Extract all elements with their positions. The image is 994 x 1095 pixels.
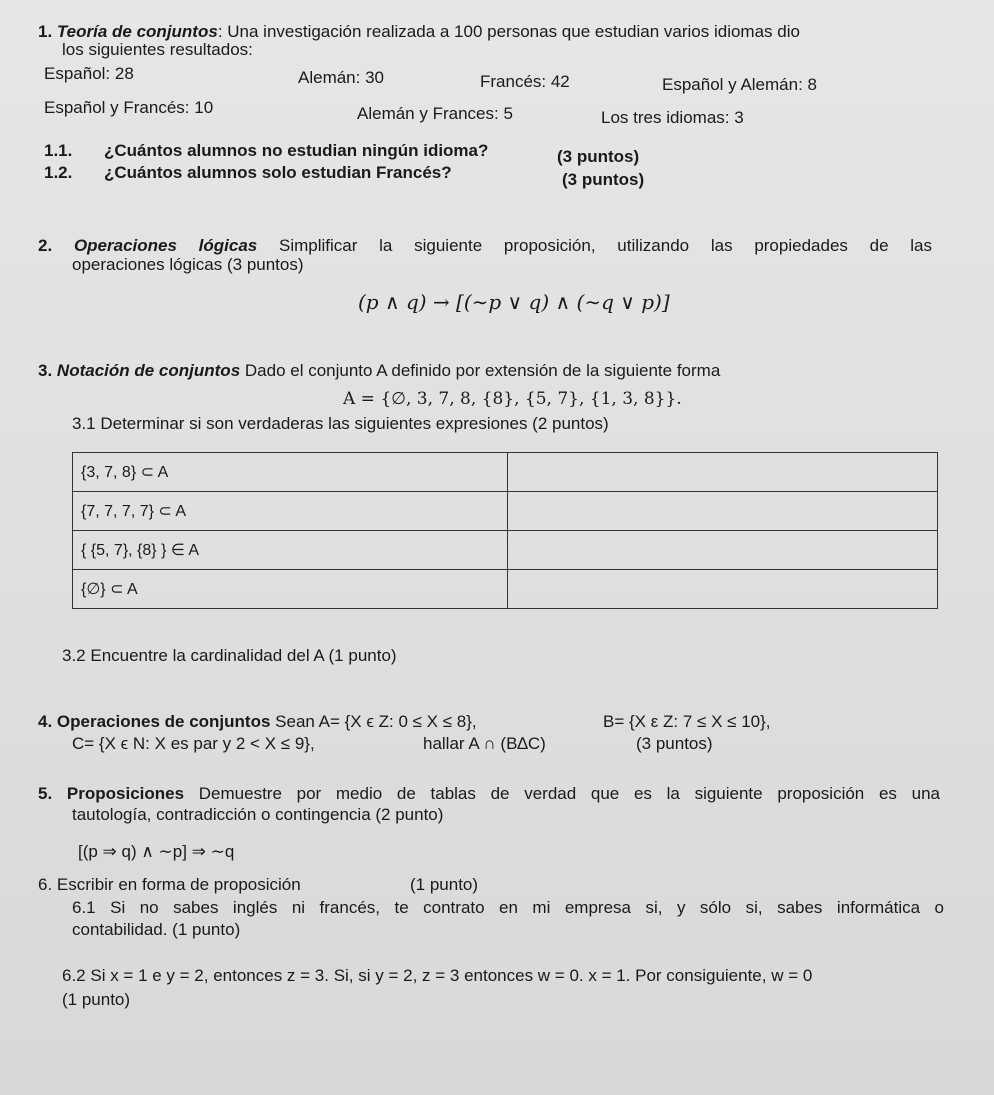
q3-number: 3. (38, 361, 53, 380)
q4-text-c: C= {X ϵ N: X es par y 2 < X ≤ 9}, (72, 734, 315, 753)
table-cell-expression: {3, 7, 8} ⊂ A (73, 453, 508, 492)
q6-sub1-line1: 6.1 Si no sabes inglés ni francés, te contrato en mi empresa si, y sólo si, sabes informática o (72, 898, 944, 917)
q1-data-frances: Francés: 42 (480, 72, 570, 91)
q3-expressions-table (72, 452, 938, 609)
q3-title: Notación de conjuntos (56, 361, 241, 380)
q3-text-line (38, 361, 720, 381)
q1-sub1-question: ¿Cuántos alumnos no estudian ningún idioma? (104, 141, 489, 160)
q4-text-b: B= {X ε Z: 7 ≤ X ≤ 10}, (603, 712, 771, 731)
q2-text: Simplificar la siguiente proposición, utilizando las propiedades de las (279, 236, 933, 255)
q1-intro-line1 (38, 22, 800, 42)
q2-formula: (p ∧ q) → [(∼p ∨ q) ∧ (∼q ∨ p)] (358, 290, 670, 314)
q3-text: Dado el conjunto A definido por extensión de la siguiente forma (244, 361, 721, 380)
q1-sub1-points: (3 puntos) (557, 147, 640, 166)
q1-sub2-points: (3 puntos) (562, 170, 645, 189)
table-row (73, 453, 938, 492)
table-cell-answer[interactable] (508, 570, 938, 609)
q4-points: (3 puntos) (636, 734, 713, 753)
q6-sub2-line2: (1 punto) (62, 990, 131, 1009)
q5-text-line2: tautología, contradicción o contingencia (2 punto) (72, 805, 444, 824)
q4-title: Operaciones de conjuntos (56, 712, 271, 731)
q6-heading (38, 875, 301, 895)
q6-number: 6. (38, 875, 53, 894)
table-cell-expression: {∅} ⊂ A (73, 570, 508, 609)
q1-data-aleman: Alemán: 30 (298, 68, 384, 87)
table-row (73, 492, 938, 531)
q4-number: 4. (38, 712, 53, 731)
q5-text: Demuestre por medio de tablas de verdad que es la siguiente proposición es una (198, 784, 940, 803)
q3-sub2: 3.2 Encuentre la cardinalidad del A (1 punto) (62, 646, 397, 665)
table-cell-answer[interactable] (508, 453, 938, 492)
q6-points: (1 punto) (410, 875, 479, 894)
q1-data-espanol-frances: Español y Francés: 10 (44, 98, 214, 117)
q4-text-d: hallar A ∩ (B∆C) (423, 734, 546, 753)
table-row (73, 531, 938, 570)
q2-number: 2. (38, 236, 53, 255)
q2-text-line2: operaciones lógicas (3 puntos) (72, 255, 304, 274)
q3-set-definition: A = {∅, 3, 7, 8, {8}, {5, 7}, {1, 3, 8}}. (343, 389, 682, 409)
q2-text-line1 (38, 236, 932, 256)
q1-data-tres-idiomas: Los tres idiomas: 3 (601, 108, 744, 127)
table-cell-expression: { {5, 7}, {8} } ∈ A (73, 531, 508, 570)
q4-line1 (38, 712, 477, 732)
q5-text-line1 (38, 784, 940, 804)
q6-sub2-line1: 6.2 Si x = 1 e y = 2, entonces z = 3. Si, si y = 2, z = 3 entonces w = 0. x = 1. Por consiguiente, w = 0 (62, 966, 813, 985)
table-cell-answer[interactable] (508, 531, 938, 570)
q4-text-a: Sean A= {X ϵ Z: 0 ≤ X ≤ 8}, (275, 712, 477, 731)
table-row (73, 570, 938, 609)
q3-sub1: 3.1 Determinar si son verdaderas las siguientes expresiones (2 puntos) (72, 414, 609, 433)
q1-sub2-question: ¿Cuántos alumnos solo estudian Francés? (104, 163, 452, 182)
q2-title: Operaciones lógicas (73, 236, 258, 255)
q1-sub2-number: 1.2. (44, 163, 73, 182)
q1-data-espanol: Español: 28 (44, 64, 134, 83)
q1-number: 1. (38, 22, 53, 41)
q1-intro-text: : Una investigación realizada a 100 personas que estudian varios idiomas dio (217, 22, 800, 41)
q6-sub1-line2: contabilidad. (1 punto) (72, 920, 241, 939)
table-cell-expression: {7, 7, 7, 7} ⊂ A (73, 492, 508, 531)
q5-title: Proposiciones (66, 784, 185, 803)
q5-formula: [(p ⇒ q) ∧ ∼p] ⇒ ∼q (78, 842, 235, 861)
q1-data-espanol-aleman: Español y Alemán: 8 (662, 75, 817, 94)
q5-number: 5. (38, 784, 53, 803)
q6-title: Escribir en forma de proposición (56, 875, 301, 894)
q1-data-aleman-frances: Alemán y Frances: 5 (357, 104, 513, 123)
table-cell-answer[interactable] (508, 492, 938, 531)
q1-intro-line2: los siguientes resultados: (62, 40, 253, 59)
q1-title: Teoría de conjuntos (56, 22, 218, 41)
q1-sub1-number: 1.1. (44, 141, 73, 160)
